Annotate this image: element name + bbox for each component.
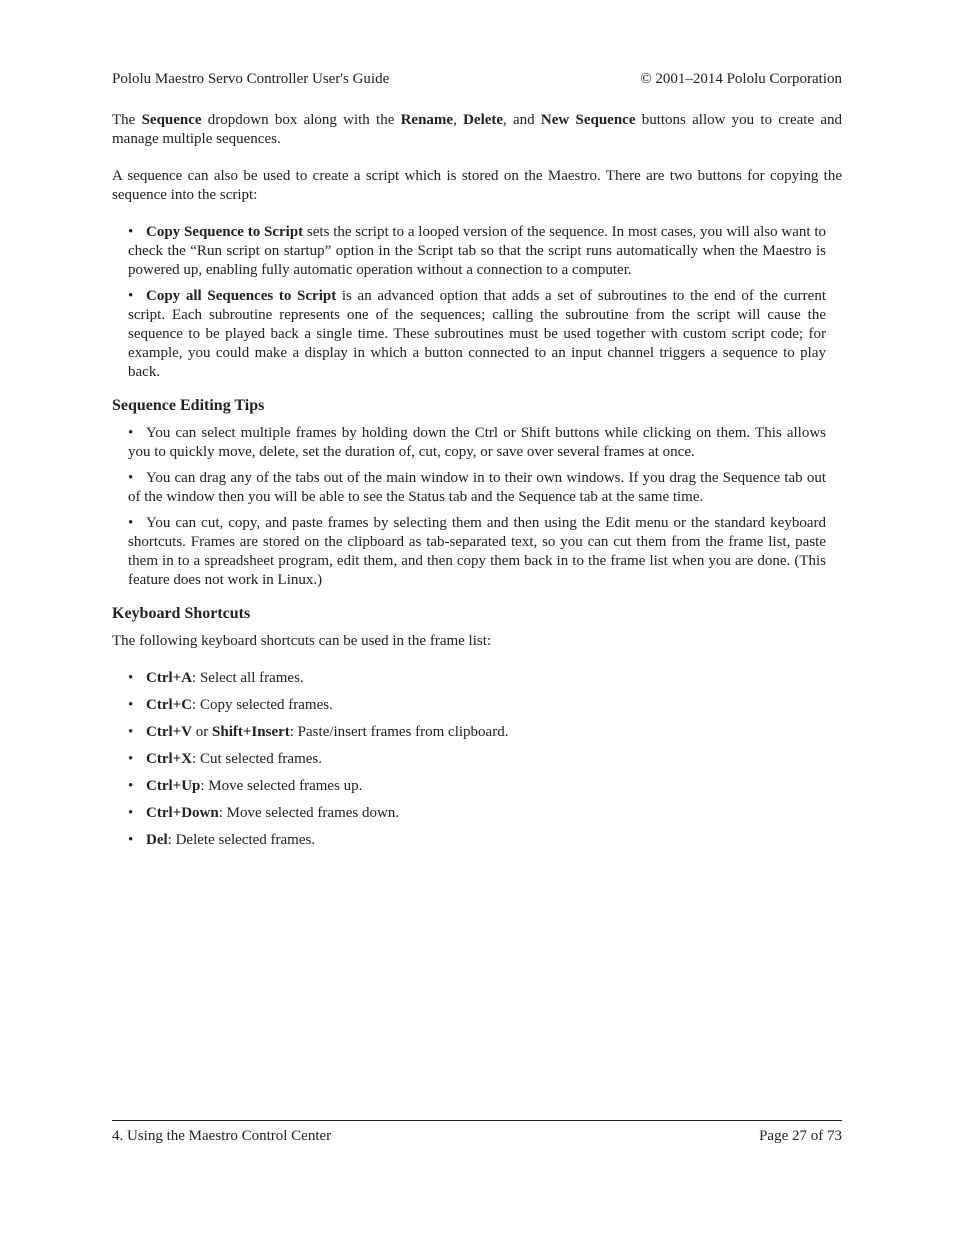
shortcut-description: : Move selected frames down. xyxy=(218,805,400,821)
term-new-sequence: New Sequence xyxy=(540,112,636,128)
list-item xyxy=(128,696,826,715)
list-item xyxy=(128,777,826,796)
list-item-text: You can drag any of the tabs out of the main window in to their own windows. If you drag the Sequence tab out of the window then you will be able to see the Status tab and the Sequence tab at the same time. xyxy=(128,470,826,505)
section-heading-shortcuts: Keyboard Shortcuts xyxy=(112,605,251,622)
header-copyright: © 2001–2014 Pololu Corporation xyxy=(640,71,842,87)
footer-section: 4. Using the Maestro Control Center xyxy=(112,1128,332,1144)
list-item xyxy=(128,804,826,823)
bullet-marker: • xyxy=(128,778,134,794)
term-rename: Rename xyxy=(400,112,454,128)
list-item xyxy=(128,831,826,850)
list-item xyxy=(128,287,826,382)
term-delete: Delete xyxy=(463,112,504,128)
shortcut-key: Ctrl+V xyxy=(146,724,193,740)
text-run: The xyxy=(112,112,142,128)
bullet-marker: • xyxy=(128,288,134,304)
list-item xyxy=(128,469,826,507)
page-footer xyxy=(112,1127,842,1145)
shortcut-key: Ctrl+X xyxy=(146,751,193,767)
list-item xyxy=(128,424,826,462)
term-sequence: Sequence xyxy=(141,112,202,128)
page-content xyxy=(112,111,842,850)
list-item xyxy=(128,750,826,769)
text-run: , xyxy=(453,112,464,128)
shortcut-key: Shift+Insert xyxy=(212,724,290,740)
shortcut-key: Ctrl+Up xyxy=(146,778,201,794)
bullet-marker: • xyxy=(128,224,134,240)
list-item-text: You can select multiple frames by holding down the Ctrl or Shift buttons while clicking on them. This allows you to quickly move, delete, set the duration of, cut, copy, or save over several frames at once. xyxy=(128,425,826,460)
list-item xyxy=(128,514,826,590)
page-header xyxy=(112,70,842,88)
shortcut-description: : Paste/insert frames from clipboard. xyxy=(289,724,509,740)
page-number: Page 27 of 73 xyxy=(759,1128,842,1144)
text-run: dropdown box along with the xyxy=(201,112,401,128)
bullet-marker: • xyxy=(128,724,134,740)
term-copy-sequence-to-script: Copy Sequence to Script xyxy=(146,224,304,240)
bullet-marker: • xyxy=(128,832,134,848)
text-run: or xyxy=(192,724,213,740)
list-item-text: You can cut, copy, and paste frames by selecting them and then using the Edit menu or the standard keyboard shortcuts. Frames are stored on the clipboard as tab-separated text, so you can cut them from the frame list, paste them in to a spreadsheet program, edit them, and then copy them back in to the frame list when you are done. (This feature does not work in Linux.) xyxy=(128,515,826,588)
text-run: buttons allow you to create and manage multiple sequences. xyxy=(112,112,842,147)
tips-list xyxy=(112,424,842,590)
footer-divider xyxy=(112,1120,842,1121)
shortcut-key: Ctrl+Down xyxy=(146,805,219,821)
shortcut-key: Ctrl+A xyxy=(146,670,193,686)
header-title: Pololu Maestro Servo Controller User's Guide xyxy=(112,71,390,87)
section-heading-tips: Sequence Editing Tips xyxy=(112,397,265,414)
shortcut-description: : Select all frames. xyxy=(192,670,304,686)
bullet-marker: • xyxy=(128,515,134,531)
bullet-marker: • xyxy=(128,425,134,441)
shortcuts-intro: The following keyboard shortcuts can be used in the frame list: xyxy=(112,633,492,649)
list-item-text: sets the script to a looped version of the sequence. In most cases, you will also want to check the “Run script on startup” option in the Script tab so that the script runs automatically when the Maestro is powered up, enabling fully automatic operation without a connection to a computer. xyxy=(128,224,826,278)
list-item xyxy=(128,669,826,688)
text-run: , and xyxy=(503,112,541,128)
list-item xyxy=(128,723,826,742)
bullet-marker: • xyxy=(128,805,134,821)
shortcut-description: : Copy selected frames. xyxy=(192,697,333,713)
shortcut-key: Ctrl+C xyxy=(146,697,193,713)
shortcut-key: Del xyxy=(146,832,168,848)
shortcut-description: : Delete selected frames. xyxy=(167,832,316,848)
shortcut-description: : Move selected frames up. xyxy=(200,778,363,794)
term-copy-all-sequences-to-script: Copy all Sequences to Script xyxy=(146,288,337,304)
bullet-marker: • xyxy=(128,670,134,686)
shortcuts-list xyxy=(112,669,842,850)
list-item-text: is an advanced option that adds a set of subroutines to the end of the current script. Each subroutine represents one of the sequences; calling the subroutine from the script will cause the sequence to be played back a single time. These subroutines must be used together with custom script code; for example, you could make a display in which a button connected to an input channel triggers a sequence to play back. xyxy=(128,288,826,380)
shortcut-description: : Cut selected frames. xyxy=(192,751,323,767)
bullet-marker: • xyxy=(128,470,134,486)
bullet-marker: • xyxy=(128,751,134,767)
intro-paragraph-2: A sequence can also be used to create a script which is stored on the Maestro. There are two buttons for copying the sequence into the script: xyxy=(112,168,842,203)
list-item xyxy=(128,223,826,280)
copy-options-list xyxy=(112,223,842,382)
intro-paragraph-1 xyxy=(112,111,842,149)
bullet-marker: • xyxy=(128,697,134,713)
